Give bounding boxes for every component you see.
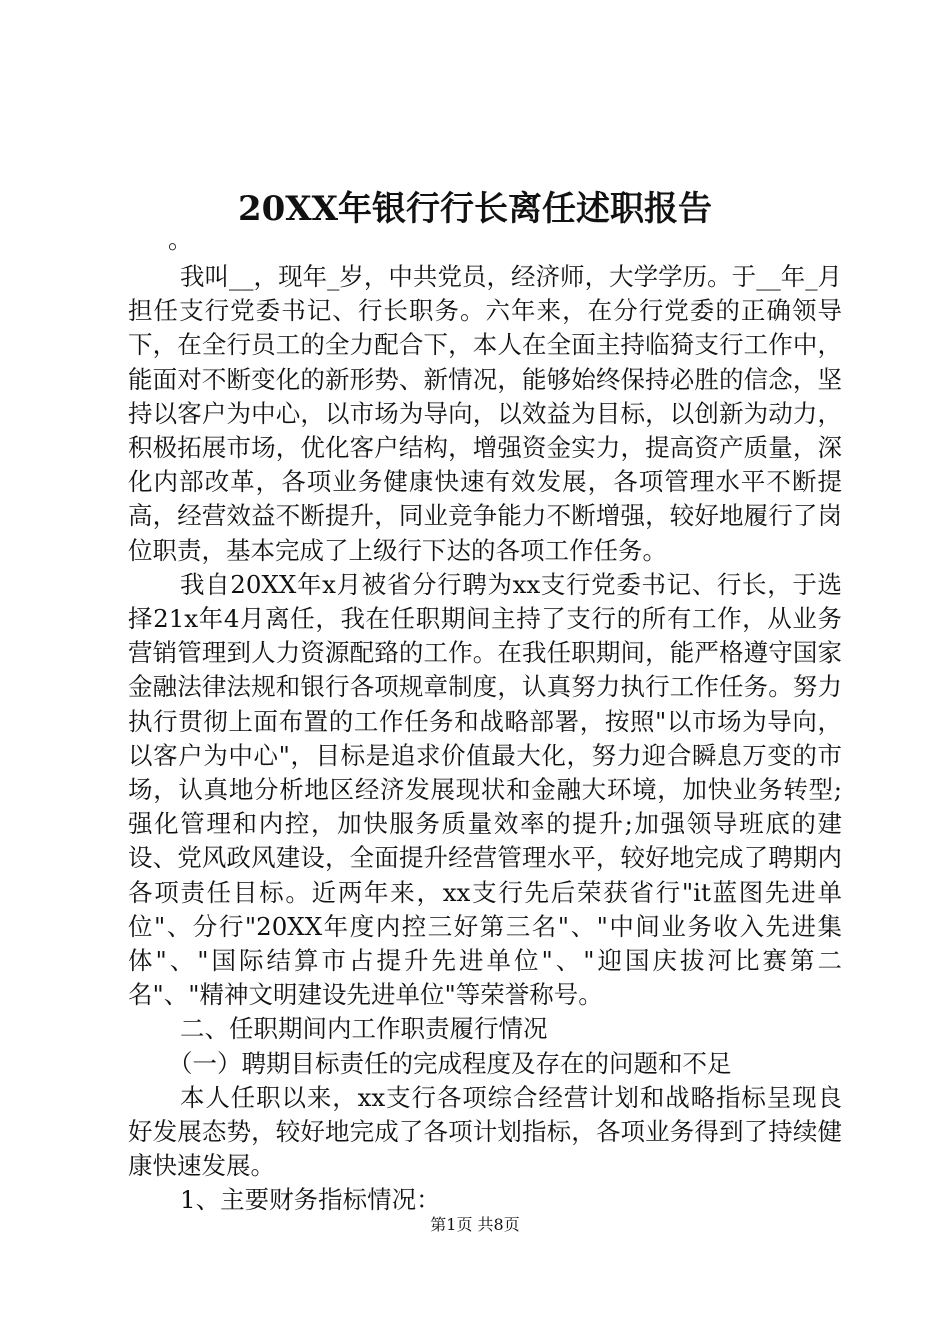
page-number: 第1页 共8页 xyxy=(430,1215,520,1234)
paragraph-tenure-summary: 我自20XX年x月被省分行聘为xx支行党委书记、行长，于选择21x年4月离任，我在任职期间主持了支行的所有工作，从业务营销管理到人力资源配臵的工作。在我任职期间，能严格遵守国家金融法律法规和银行各项规章制度，认真努力执行工作任务。努力执行贯彻上面布置的工作任务和战略部署，按照"以市场为导向，以客户为中心"，目标是追求价值最大化，努力迎合瞬息万变的市场，认真地分析地区经济发展现状和金融大环境，加快业务转型;强化管理和内控，加快服务质量效率的提升;加强领导班底的建设、党风政风建设，全面提升经营管理水平，较好地完成了聘期内各项责任目标。近两年来，xx支行先后荣获省行"it蓝图先进单位"、分行"20XX年度内控三好第三名"、"中间业务收入先进集体"、"国际结算市占提升先进单位"、"迎国庆拔河比赛第二名"、"精神文明建设先进单位"等荣誉称号。 xyxy=(128,569,842,1010)
paragraph-introduction: 我叫__，现年_岁，中共党员，经济师，大学学历。于__年_月担任支行党委书记、行长职务。六年来，在分行党委的正确领导下，在全行员工的全力配合下，本人在全面主持临猗支行工作中，能面对不断变化的新形势、新情况，能够始终保持必胜的信念，坚持以客户为中心，以市场为导向，以效益为目标，以创新为动力，积极拓展市场，优化客户结构，增强资金实力，提高资产质量，深化内部改革，各项业务健康快速有效发展，各项管理水平不断提高，经营效益不断提升，同业竞争能力不断增强，较好地履行了岗位职责，基本完成了上级行下达的各项工作任务。 xyxy=(128,262,842,565)
section-heading: 二、任职期间内工作职责履行情况 xyxy=(180,1014,548,1044)
document-title: 20XX年银行行长离任述职报告 xyxy=(237,189,713,229)
document-body xyxy=(128,226,842,1218)
list-item-heading: 1、主要财务指标情况： xyxy=(180,1185,441,1215)
subsection-heading: （一）聘期目标责任的完成程度及存在的问题和不足 xyxy=(168,1048,732,1078)
paragraph-targets: 本人任职以来，xx支行各项综合经营计划和战略指标呈现良好发展态势，较好地完成了各项计划指标，各项业务得到了持续健康快速发展。 xyxy=(128,1082,842,1181)
paragraph-leading-mark: 。 xyxy=(168,225,193,254)
